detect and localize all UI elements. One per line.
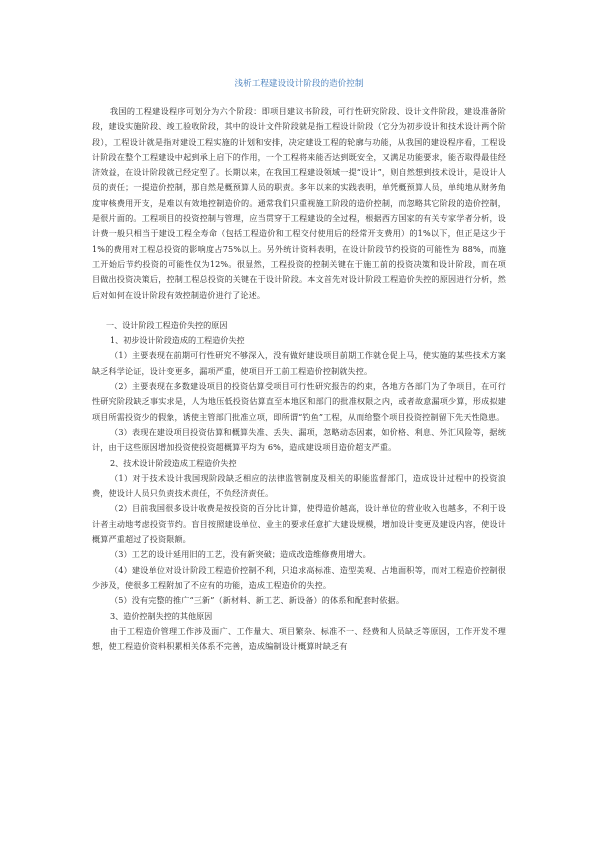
intro-paragraph: 我国的工程建设程序可划分为六个阶段：即项目建议书阶段，可行性研究阶段、设计文件阶段，建设准备阶段，建设实施阶段、竣工验收阶段，其中的设计文件阶段就是指工程设计阶段（它分为初步设计和技术设计两个阶段），工程设计就是指对建设工程实施的计划和安排，决定建设工程的轮廓与功能，从我国的建设程序看，工程设计阶段在整个工程建设中起到承上启下的作用，一个工程将来能否达到既安全，又满足功能要求，能否取得最佳经济效益，在设计阶段就已经定型了。长期以来，在我国工程建设领域一提“设计”，则自然想到技术设计，是设计人员的责任；一提造价控制，那自然是概预算人员的职责。多年以来的实践表明，单凭概预算人员，单纯地从财务角度审核费用开支，是难以有效地控制造价的。通常我们只重视施工阶段的造价控制，而忽略其它阶段的造价控制，是很片面的。工程项目的投资控制与管理，应当贯穿于工程建设的全过程，根据西方国家的有关专家学者分析，设计费一般只相当于建设工程全寿命（包括工程造价和工程交付使用后的经常开支费用）的1%以下，但正是这少于1%的费用对工程总投资的影响度占75%以上。另外统计资料表明，在设计阶段节约投资的可能性为 88%，而施工开始后节约投资的可能性仅为12%。很显然，工程投资的控制关键在于施工前的投资决策和设计阶段，而在项目做出投资决策后，控制工程总投资的关键在于设计阶段。本文首先对设计阶段工程造价失控的原因进行分析，然后对如何在设计阶段有效控制造价进行了论述。 — [92, 106, 506, 300]
list-item: （3）表现在建设项目投资估算和概算失准、丢失、漏项，忽略动态因素，如价格、利息、外汇风险等，据统计，由于这些原因增加投资使投资超概算平均为 6%，造成建设项目造价超支严重。 — [92, 426, 506, 453]
list-item: （1）对于技术设计我国现阶段缺乏相应的法律监管制度及相关的职能监督部门，造成设计过程中的投资浪费，使设计人员只负责技术责任，不负经济责任。 — [92, 472, 506, 499]
section-heading: 一、设计阶段工程造价失控的原因 — [106, 319, 228, 330]
document-title: 浅析工程建设设计阶段的造价控制 — [234, 79, 364, 89]
subsection-heading: 3、造价控制失控的其他原因 — [110, 610, 213, 621]
list-item: （1）主要表现在前期可行性研究不够深入，没有做好建设项目前期工作就仓促上马，使实施的某些技术方案缺乏科学论证，设计变更多，漏项严重，使项目开工前工程造价控制就失控。 — [92, 350, 506, 376]
list-item: 由于工程造价管理工作涉及面广、工作量大、项目繁杂、标准不一、经费和人员缺乏等原因，工作开发不理想，使工程造价资料积累相关体系不完善，造成编制设计概算时缺乏有 — [92, 625, 506, 652]
section-gap — [92, 303, 506, 318]
list-item: （2）主要表现在多数建设项目的投资估算受项目可行性研究报告的约束，各地方各部门为了争项目，在可行性研究阶段缺乏事实求是，人为地压低投资估算直至本地区和部门的批准权限之内，或者故意漏项少算，形成拟建项目所需投资少的假象，诱使主管部门批准立项，即所谓“钓鱼”工程，从而给整个项目投资控制留下先天性隐患。 — [92, 381, 506, 422]
list-item: （4）建设单位对设计阶段工程造价控制不利，只追求高标准、造型美观、占地面积等，而对工程造价控制很少涉及，使很多工程附加了不应有的功能，造成工程造价的失控。 — [92, 564, 506, 590]
subsection-heading: 2、技术设计阶段造成工程造价失控 — [110, 457, 237, 468]
list-item: （3）工艺的设计延用旧的工艺，没有新突破；造成改造维修费用增大。 — [110, 549, 371, 560]
subsection-heading: 1、初步设计阶段造成的工程造价失控 — [110, 335, 245, 346]
document-page — [92, 78, 506, 654]
list-item: （2）目前我国很多设计收费是按投资的百分比计算，使得造价越高，设计单位的营业收入也越多，不利于设计者主动地考虑投资节约。盲目按照建设单位、业主的要求任意扩大建设规模，增加设计变更及建设内容，使设计概算严重超过了投资限额。 — [92, 503, 506, 545]
list-item: （5）没有完整的推广“三新”（新材料、新工艺、新设备）的体系和配套时依据。 — [110, 595, 405, 606]
